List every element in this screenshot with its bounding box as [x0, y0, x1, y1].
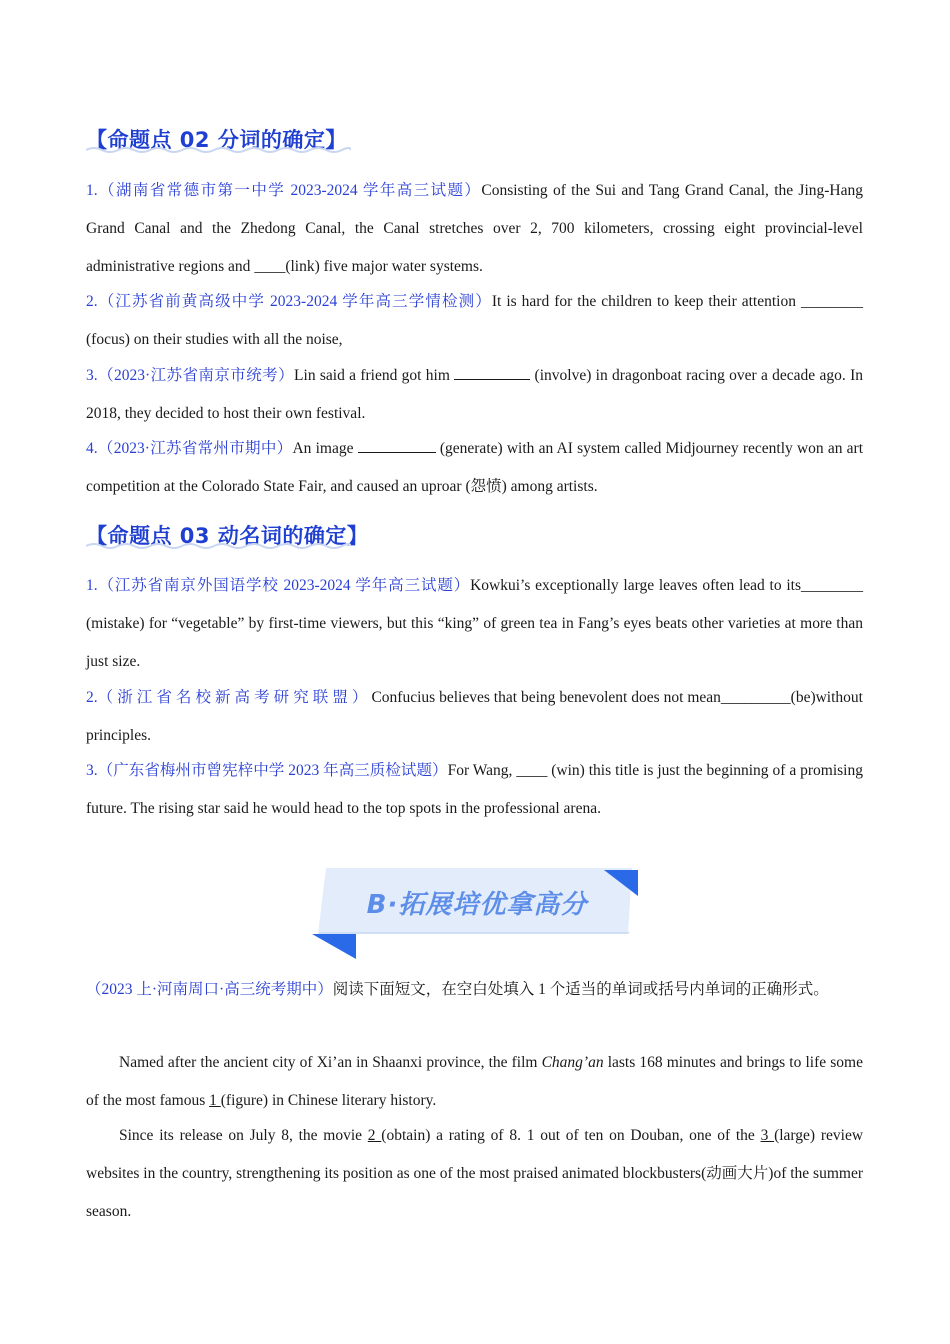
- answer-blank[interactable]: ________: [801, 577, 863, 594]
- section-b-banner: [312, 866, 642, 961]
- question-text: (mistake) for “vegetable” by first-time viewers, but this “king” of green tea in Fang’s eyes beats other varieties at more than just size.: [86, 615, 863, 670]
- question-1-3: [86, 357, 863, 433]
- film-title: Chang’an: [541, 1054, 604, 1071]
- question-text: (involve) in dragonboat racing over a decade ago. In 2018, they decided to host their own festival.: [86, 367, 863, 422]
- question-source: （江苏省前黄高级中学 2023-2024 学年高三学情检测）: [97, 293, 492, 310]
- section-heading-participle: 【命题点 02 分词的确定】: [86, 128, 347, 152]
- question-number: 2.: [86, 293, 98, 310]
- banner-title: B·拓展培优拿高分: [366, 890, 588, 920]
- question-text: (focus) on their studies with all the noise,: [86, 331, 343, 348]
- question-source: （2023·江苏省常州市期中）: [97, 440, 293, 457]
- question-2-1: [86, 567, 863, 681]
- question-text: (link) five major water systems.: [285, 258, 483, 275]
- answer-blank-2[interactable]: 2: [367, 1127, 382, 1144]
- instruction-text: 阅读下面短文，在空白处填入 1 个适当的单词或括号内单词的正确形式。: [332, 981, 829, 998]
- answer-blank[interactable]: ____: [516, 762, 548, 779]
- question-source: （广东省梅州市曾宪梓中学 2023 年高三质检试题）: [97, 762, 448, 779]
- question-text: It is hard for the children to keep their attention: [491, 293, 801, 310]
- question-source: （湖南省常德市第一中学 2023-2024 学年高三试题）: [97, 182, 482, 199]
- section-heading-gerund: 【命题点 03 动名词的确定】: [86, 524, 369, 548]
- question-source: （浙江省名校新高考研究联盟）: [97, 689, 372, 706]
- heading-underline-decoration: [86, 542, 351, 550]
- answer-blank-1[interactable]: 1: [209, 1092, 221, 1109]
- question-text: For Wang,: [447, 762, 517, 779]
- question-1-1: [86, 172, 863, 286]
- question-1-4: [86, 430, 863, 506]
- question-number: 3.: [86, 367, 98, 384]
- answer-blank-3[interactable]: 3: [760, 1127, 775, 1144]
- question-text: Consisting of the Sui and Tang Grand Canal, the Jing-Hang Grand Canal and the Zhedong Canal, the Canal stretches over 2, 700 kilometers, crossing eight provincial-level administrative regions and: [86, 182, 863, 275]
- paragraph-text: (obtain) a rating of 8. 1 out of ten on Douban, one of the: [381, 1127, 761, 1144]
- question-text: (generate) with an AI system called Midjourney recently won an art competition at the Colorado State Fair, and caused an uproar (怨愤) among artists.: [86, 440, 863, 495]
- paragraph-text: Since its release on July 8, the movie: [119, 1127, 368, 1144]
- question-2-3: [86, 752, 863, 828]
- heading-underline-decoration: [86, 146, 351, 154]
- question-text: An image: [292, 440, 358, 457]
- answer-blank[interactable]: [454, 365, 530, 380]
- paragraph-text: (figure) in Chinese literary history.: [220, 1092, 437, 1109]
- question-2-2: [86, 679, 863, 755]
- question-text: (be)without principles.: [86, 689, 863, 744]
- question-text: Confucius believes that being benevolent does not mean: [371, 689, 721, 706]
- passage-instruction: [86, 971, 863, 1009]
- answer-blank[interactable]: ________: [800, 293, 863, 310]
- paragraph-text: Named after the ancient city of Xi’an in Shaanxi province, the film: [119, 1054, 542, 1071]
- question-text: (win) this title is just the beginning of a promising future. The rising star said he would head to the top spots in the professional arena.: [86, 762, 863, 817]
- question-text: Lin said a friend got him: [294, 367, 455, 384]
- answer-blank[interactable]: ____: [254, 258, 286, 275]
- passage-paragraph-2: [86, 1117, 863, 1231]
- passage-paragraph-1: [86, 1044, 863, 1120]
- question-number: 3.: [86, 762, 98, 779]
- question-source: （江苏省南京外国语学校 2023-2024 学年高三试题）: [97, 577, 471, 594]
- paragraph-text: (large) review websites in the country, strengthening its position as one of the most praised animated blockbusters(动画大片)of the summer season.: [86, 1127, 864, 1220]
- passage-source: （2023 上·河南周口·高三统考期中）: [86, 981, 333, 998]
- question-number: 4.: [86, 440, 98, 457]
- answer-blank[interactable]: [358, 438, 436, 453]
- question-text: Kowkui’s exceptionally large leaves often lead to its: [470, 577, 801, 594]
- paragraph-text: lasts 168 minutes and brings to life some of the most famous: [86, 1054, 863, 1109]
- question-number: 1.: [86, 577, 98, 594]
- question-1-2: [86, 283, 863, 359]
- answer-blank[interactable]: _________: [720, 689, 791, 706]
- question-number: 2.: [86, 689, 98, 706]
- question-number: 1.: [86, 182, 98, 199]
- question-source: （2023·江苏省南京市统考）: [97, 367, 295, 384]
